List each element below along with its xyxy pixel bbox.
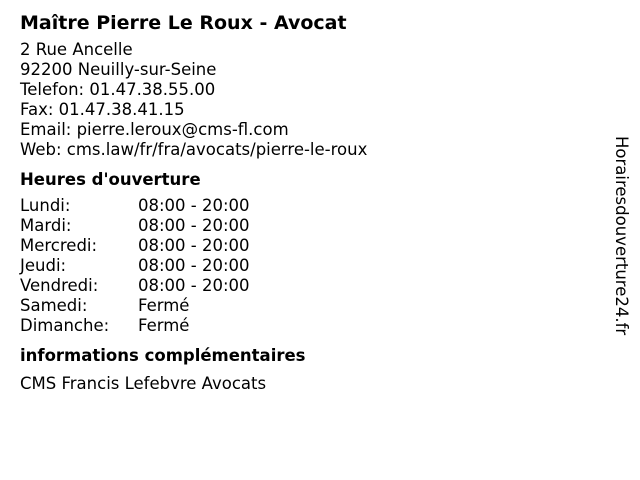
time-value: 08:00 - 20:00	[138, 236, 250, 255]
opening-hours-table	[20, 196, 600, 336]
fax-number: Fax: 01.47.38.41.15	[20, 100, 185, 119]
time-value: 08:00 - 20:00	[138, 276, 250, 295]
day-label: Vendredi:	[20, 276, 99, 295]
hours-row-saturday	[20, 296, 600, 316]
business-details	[20, 10, 600, 394]
day-label: Dimanche:	[20, 316, 110, 335]
email-address[interactable]: Email: pierre.leroux@cms-fl.com	[20, 120, 289, 139]
page-title: Maître Pierre Le Roux - Avocat	[20, 12, 347, 34]
time-value: 08:00 - 20:00	[138, 216, 250, 235]
website-link[interactable]: Web: cms.law/fr/fra/avocats/pierre-le-roux	[20, 140, 368, 159]
site-watermark: Horairesdouverture24.fr	[612, 136, 631, 336]
hours-row-tuesday	[20, 216, 600, 236]
day-label: Lundi:	[20, 196, 71, 215]
day-label: Mardi:	[20, 216, 72, 235]
street-address: 2 Rue Ancelle	[20, 40, 133, 59]
day-label: Samedi:	[20, 296, 88, 315]
contact-block	[20, 40, 600, 160]
time-value: Fermé	[138, 296, 190, 315]
hours-row-monday	[20, 196, 600, 216]
time-value: 08:00 - 20:00	[138, 196, 250, 215]
city-address: 92200 Neuilly-sur-Seine	[20, 60, 217, 79]
day-label: Mercredi:	[20, 236, 98, 255]
phone-number[interactable]: Telefon: 01.47.38.55.00	[20, 80, 216, 99]
additional-info-text: CMS Francis Lefebvre Avocats	[20, 374, 267, 393]
time-value: Fermé	[138, 316, 190, 335]
hours-row-thursday	[20, 256, 600, 276]
additional-info-heading: informations complémentaires	[20, 346, 306, 365]
time-value: 08:00 - 20:00	[138, 256, 250, 275]
opening-hours-heading: Heures d'ouverture	[20, 170, 201, 189]
hours-row-wednesday	[20, 236, 600, 256]
hours-row-sunday	[20, 316, 600, 336]
day-label: Jeudi:	[20, 256, 67, 275]
hours-row-friday	[20, 276, 600, 296]
